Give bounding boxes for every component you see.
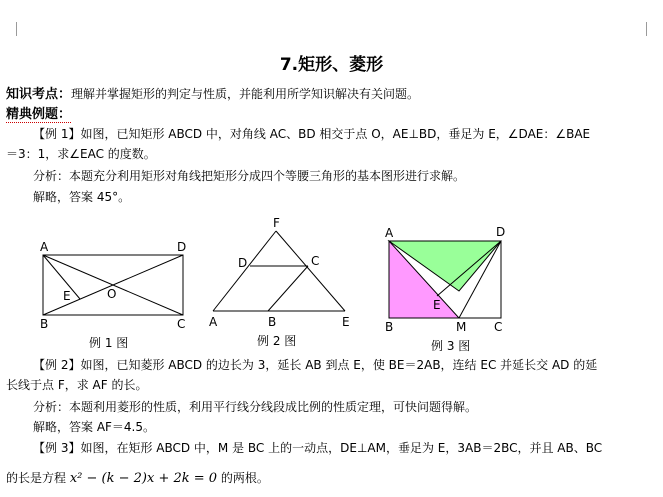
- fig2-line-cb: [268, 266, 308, 311]
- fig2-caption: 例 2 图: [257, 334, 297, 348]
- fig2-label-b: B: [268, 315, 277, 329]
- fig2-label-a: A: [209, 315, 218, 329]
- fig1-label-d: D: [177, 240, 187, 254]
- example2-line2: 长线于点 F，求 AF 的长。: [6, 378, 148, 392]
- example3-line2-pre: 的长是方程: [6, 471, 67, 485]
- fig2-line-af: [213, 231, 276, 311]
- fig1-caption: 例 1 图: [89, 336, 129, 350]
- figure-3: [385, 225, 505, 334]
- fig3-label-b: B: [385, 320, 394, 334]
- knowledge-text: 理解并掌握矩形的判定与性质，并能利用所学知识解决有关问题。: [71, 87, 420, 101]
- fig2-line-fe: [276, 231, 345, 311]
- example1-analysis: 分析：本题充分利用矩形对角线把矩形分成四个等腰三角形的基本图形进行求解。: [33, 169, 466, 183]
- fig1-label-b: B: [40, 317, 49, 331]
- example3-equation: x² − (k − 2)x + 2k = 0: [69, 471, 218, 486]
- example2-analysis: 分析：本题利用菱形的性质，利用平行线分线段成比例的性质定理，可快问题得解。: [33, 400, 478, 414]
- example1-line1: 【例 1】如图，已知矩形 ABCD 中，对角线 AC、BD 相交于点 O，AE⊥BD，垂足为 E，∠DAE：∠BAE: [33, 127, 591, 141]
- figure-1: [40, 240, 186, 331]
- fig1-label-o: O: [107, 287, 117, 301]
- fig1-label-c: C: [177, 317, 186, 331]
- example3-line2-post: 的两根。: [220, 471, 269, 485]
- example1-line2: ＝3：1，求∠EAC 的度数。: [6, 147, 156, 161]
- page-title: 7.矩形、菱形: [279, 55, 384, 75]
- fig2-label-e: E: [342, 315, 350, 329]
- fig3-label-m: M: [456, 320, 467, 334]
- fig3-caption: 例 3 图: [431, 339, 471, 353]
- knowledge-label: 知识考点：: [6, 87, 72, 102]
- example2-line1: 【例 2】如图，已知菱形 ABCD 的边长为 3，延长 AB 到点 E，使 BE＝2AB，连结 EC 并延长交 AD 的延: [33, 358, 598, 372]
- fig2-label-f: F: [273, 216, 280, 230]
- examples-heading: 精典例题：: [6, 107, 72, 122]
- fig3-label-a: A: [385, 226, 394, 240]
- fig2-label-d: D: [238, 256, 248, 270]
- example3-line1: 【例 3】如图，在矩形 ABCD 中，M 是 BC 上的一动点，DE⊥AM，垂足为 E，3AB＝2BC，并且 AB、BC: [33, 441, 603, 455]
- fig3-label-d: D: [496, 225, 506, 239]
- fig1-label-a: A: [40, 240, 49, 254]
- figure-2: [209, 216, 350, 329]
- fig3-label-e: E: [433, 298, 441, 312]
- example2-answer: 解略，答案 AF＝4.5。: [33, 420, 156, 434]
- example3-line2: [6, 468, 655, 489]
- fig1-segment-ae: [43, 255, 80, 299]
- fig2-label-c: C: [311, 254, 320, 268]
- example1-answer: 解略，答案 45°。: [33, 190, 131, 204]
- fig1-label-e: E: [63, 289, 71, 303]
- fig3-label-c: C: [494, 320, 503, 334]
